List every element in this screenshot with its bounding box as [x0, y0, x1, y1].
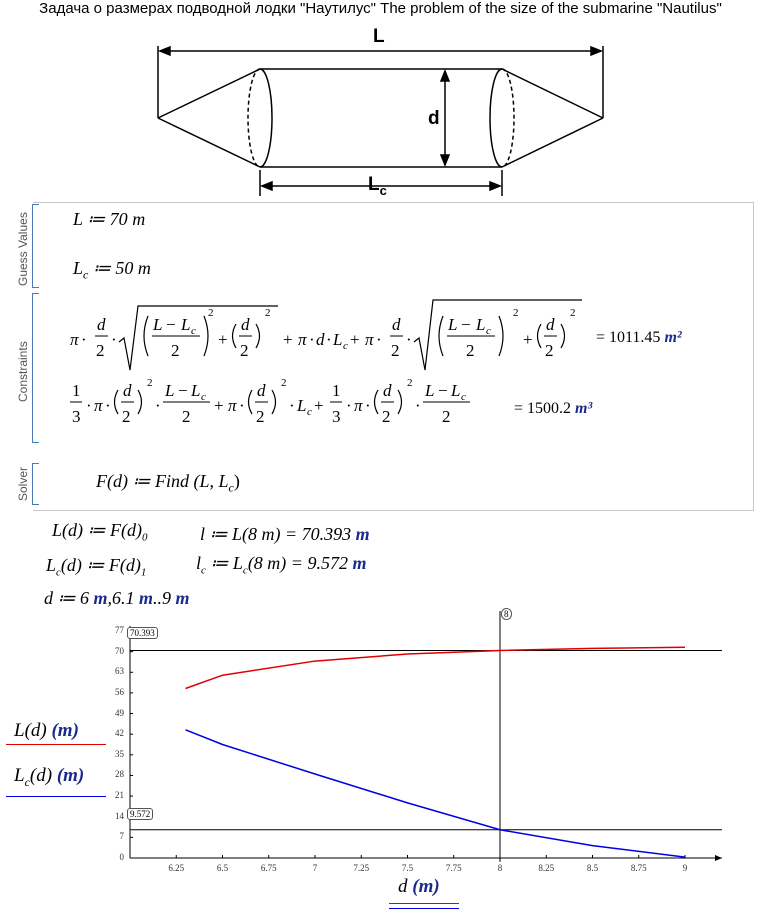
diagram-L-label: L	[373, 26, 385, 47]
x-tick-label: 6.5	[216, 863, 229, 873]
x-tick-label: 7.75	[445, 863, 462, 873]
svg-text:+: +	[283, 330, 293, 349]
svg-text:c: c	[201, 391, 206, 403]
svg-text:L: L	[153, 315, 163, 334]
svg-text:d: d	[257, 381, 266, 400]
svg-text:L: L	[297, 396, 307, 415]
svg-text:L: L	[425, 381, 435, 400]
series-line-2	[186, 730, 686, 857]
svg-text:L: L	[451, 381, 461, 400]
y-tick-label: 70	[115, 645, 124, 656]
x-axis-arrow	[715, 855, 722, 861]
y-tick-label: 7	[119, 831, 124, 842]
svg-text:·: ·	[376, 330, 382, 349]
svg-text:2: 2	[513, 307, 519, 319]
y-tick-label: 63	[115, 666, 124, 677]
y-tick-label: 56	[115, 686, 124, 697]
x-tick-label: 7	[312, 863, 318, 873]
svg-text:·: ·	[309, 330, 315, 349]
def-L-of-d[interactable]: L(d) ≔ $F(d)_0$	[52, 520, 148, 544]
x-axis-label[interactable]: d (m)	[398, 876, 440, 897]
svg-text:−: −	[461, 315, 471, 334]
svg-text:·: ·	[239, 396, 245, 415]
guess-bracket	[32, 204, 39, 288]
svg-text:−: −	[178, 381, 188, 400]
constraints-label: Constraints	[16, 341, 30, 402]
svg-text:c: c	[191, 325, 196, 337]
svg-text:c: c	[307, 406, 312, 418]
area-constraint-expr[interactable]	[70, 298, 600, 378]
svg-text:−: −	[438, 381, 448, 400]
y-readout-bottom[interactable]: 9.572	[127, 808, 153, 820]
constraints-bracket	[32, 293, 39, 443]
xlabel-red-line	[389, 903, 459, 904]
svg-text:·: ·	[406, 330, 412, 349]
svg-text:2: 2	[407, 378, 413, 389]
svg-text:2: 2	[265, 307, 271, 319]
y-tick-label: 49	[115, 707, 124, 718]
x-tick-label: 8.75	[630, 863, 647, 873]
eval-lc[interactable]: $l_c$ ≔ $L_c(8$ m) = 9.572 m	[196, 553, 367, 577]
solver-find[interactable]: F(d) ≔ Find (L, $L_c$)	[96, 471, 240, 495]
svg-text:2: 2	[208, 307, 214, 319]
page-title: Задача о размерах подводной лодки "Наутилус" The problem of the size of the submarine "Nautilus"	[39, 0, 722, 17]
x-tick-label: 7.5	[401, 863, 414, 873]
svg-text:π: π	[228, 396, 237, 415]
svg-text:+: +	[218, 330, 228, 349]
svg-text:c: c	[343, 340, 348, 352]
svg-text:2: 2	[545, 341, 554, 360]
x-tick-label: 7.25	[353, 863, 370, 873]
svg-text:L: L	[448, 315, 458, 334]
svg-text:+: +	[350, 330, 360, 349]
volume-constraint-expr[interactable]	[70, 378, 520, 440]
svg-text:π: π	[70, 330, 79, 349]
xlabel-blue-line	[389, 908, 459, 909]
x-tick-label: 6.75	[260, 863, 277, 873]
svg-text:·: ·	[81, 330, 87, 349]
guess-L[interactable]: L ≔ 70 m	[73, 209, 146, 229]
svg-text:2: 2	[171, 341, 180, 360]
y-readout-top[interactable]: 70.393	[127, 627, 158, 639]
guess-values-label: Guess Values	[16, 212, 30, 286]
svg-text:π: π	[365, 330, 374, 349]
svg-text:·: ·	[289, 396, 295, 415]
svg-text:L: L	[181, 315, 191, 334]
y-tick-label: 14	[115, 810, 124, 821]
svg-text:3: 3	[72, 407, 81, 426]
diagram-Lc-label: $L_c$	[368, 174, 387, 198]
svg-text:L: L	[476, 315, 486, 334]
y-tick-label: 21	[115, 790, 124, 801]
svg-text:3: 3	[332, 407, 341, 426]
svg-text:+: +	[314, 396, 324, 415]
svg-text:·: ·	[415, 396, 421, 415]
svg-text:·: ·	[326, 330, 332, 349]
x-tick-label: 8.25	[538, 863, 555, 873]
legend-Lc[interactable]: $L_c(d)$ (m)	[14, 765, 85, 789]
svg-text:2: 2	[147, 378, 153, 389]
svg-text:1: 1	[72, 381, 81, 400]
svg-text:·: ·	[111, 330, 117, 349]
svg-text:2: 2	[382, 407, 391, 426]
legend-Lc-line	[6, 796, 106, 797]
svg-text:+: +	[523, 330, 533, 349]
svg-text:π: π	[298, 330, 307, 349]
svg-text:2: 2	[96, 341, 105, 360]
def-Lc-of-d[interactable]: $L_c(d)$ ≔ $F(d)_1$	[46, 555, 147, 579]
x-tick-label: 8.5	[586, 863, 599, 873]
svg-text:c: c	[461, 391, 466, 403]
svg-text:−: −	[166, 315, 176, 334]
legend-L[interactable]: L(d) (m)	[14, 720, 79, 741]
svg-text:2: 2	[466, 341, 475, 360]
y-tick-label: 35	[115, 748, 124, 759]
svg-text:L: L	[165, 381, 175, 400]
plot-curves	[186, 647, 686, 857]
svg-text:·: ·	[155, 396, 161, 415]
svg-text:d: d	[316, 330, 325, 349]
solver-bracket	[32, 463, 39, 505]
svg-text:·: ·	[346, 396, 352, 415]
svg-text:d: d	[123, 381, 132, 400]
svg-text:+: +	[214, 396, 224, 415]
svg-text:π: π	[354, 396, 363, 415]
svg-text:2: 2	[256, 407, 265, 426]
x-tick-label: 6.25	[168, 863, 185, 873]
svg-text:L: L	[333, 330, 343, 349]
diagram-d-label: d	[428, 108, 440, 129]
y-tick-label: 28	[115, 769, 124, 780]
svg-text:c: c	[486, 325, 491, 337]
svg-text:d: d	[383, 381, 392, 400]
series-line-1	[186, 647, 686, 688]
svg-text:d: d	[546, 315, 555, 334]
svg-text:2: 2	[281, 378, 287, 389]
svg-text:L: L	[191, 381, 201, 400]
x-readout[interactable]: 8	[501, 608, 512, 620]
range-d[interactable]: d ≔ 6 m,6.1 m..9 m	[44, 588, 190, 608]
svg-text:2: 2	[122, 407, 131, 426]
svg-text:d: d	[97, 315, 106, 334]
svg-text:d: d	[241, 315, 250, 334]
y-tick-label: 0	[119, 852, 124, 862]
y-tick-label: 77	[115, 625, 124, 635]
svg-text:1: 1	[332, 381, 341, 400]
svg-text:·: ·	[365, 396, 371, 415]
volume-constraint-rhs: = 1500.2 m³	[514, 400, 593, 417]
svg-text:d: d	[392, 315, 401, 334]
svg-text:·: ·	[86, 396, 92, 415]
svg-text:2: 2	[442, 407, 451, 426]
area-constraint-rhs: = 1011.45 m²	[596, 329, 682, 346]
solver-label: Solver	[16, 466, 30, 501]
legend-L-line	[6, 744, 106, 745]
guess-Lc[interactable]: $L_c$ ≔ 50 m	[73, 258, 151, 282]
svg-text:2: 2	[570, 307, 576, 319]
svg-text:2: 2	[240, 341, 249, 360]
svg-text:2: 2	[182, 407, 191, 426]
svg-text:π: π	[94, 396, 103, 415]
plot-axes	[130, 611, 722, 862]
svg-text:·: ·	[105, 396, 111, 415]
eval-l[interactable]: l ≔ L(8 m) = 70.393 m	[200, 524, 370, 544]
x-tick-label: 8	[497, 863, 503, 873]
x-tick-label: 9	[682, 863, 688, 873]
y-tick-label: 42	[115, 728, 124, 739]
svg-text:2: 2	[391, 341, 400, 360]
